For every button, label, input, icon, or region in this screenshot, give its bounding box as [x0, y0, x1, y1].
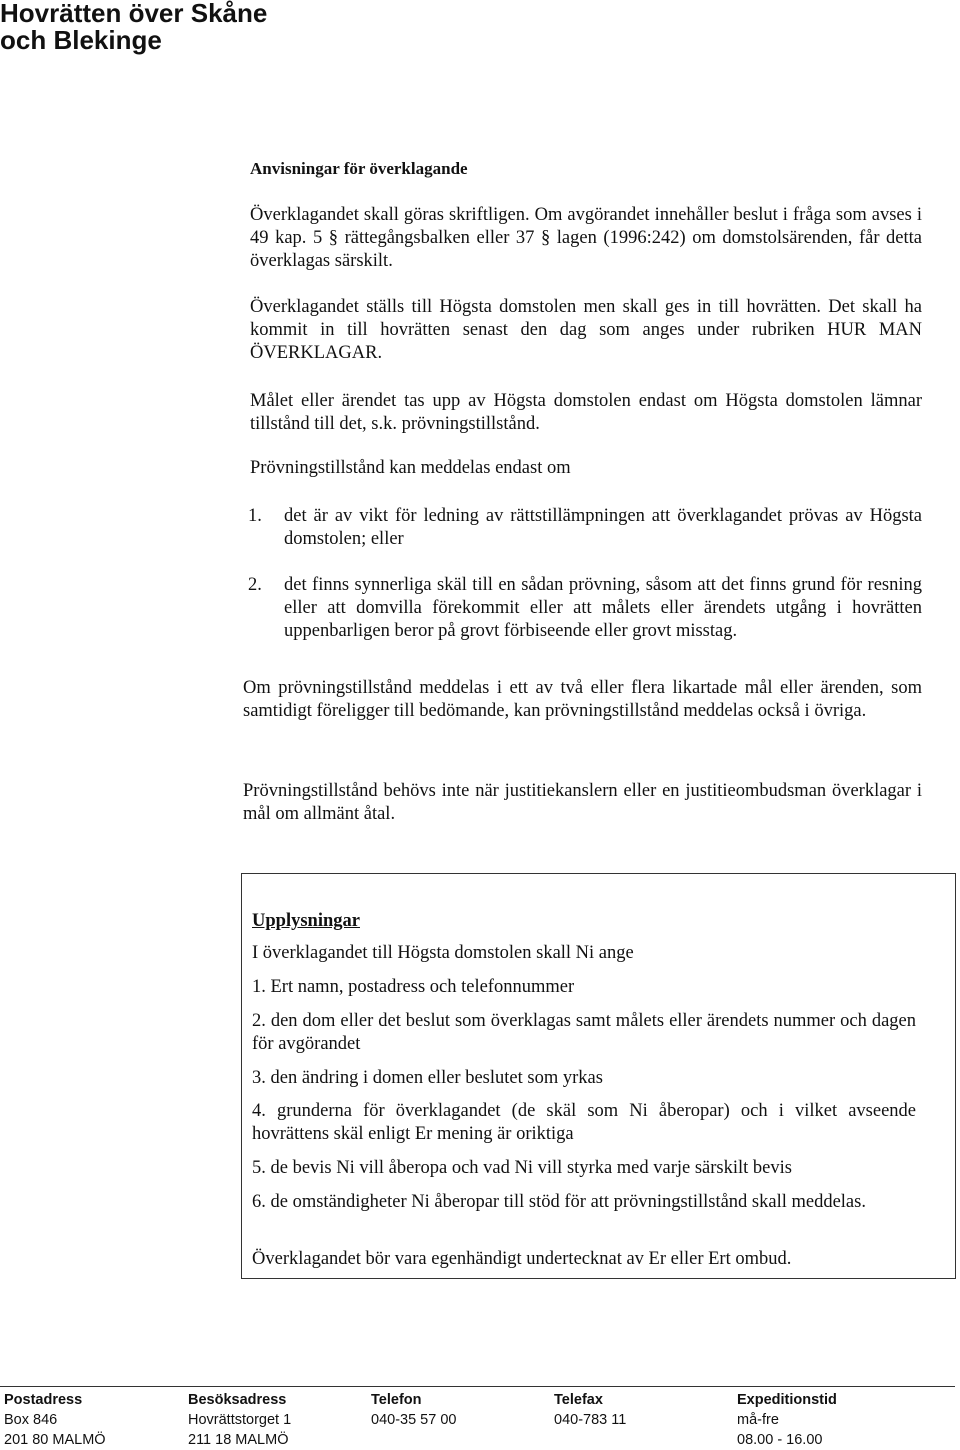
list-item-text: det finns synnerliga skäl till en sådan prövning, såsom att det finns grund för resning eller att domvilla förekommit eller att målets eller ärendets utgång i hovrätten uppenbarligen beror på grovt förbiseende eller grovt misstag. — [284, 575, 922, 641]
footer-office-hours — [737, 1390, 837, 1450]
footer-value: Box 846 — [4, 1412, 58, 1428]
court-name-line-2: och Blekinge — [0, 25, 162, 55]
information-box-item: 1. Ert namn, postadress och telefonnummer — [252, 977, 575, 997]
information-box-item: 6. de omständigheter Ni åberopar till stöd för att prövningstillstånd skall meddelas. — [252, 1192, 866, 1212]
instructions-heading: Anvisningar för överklagande — [250, 159, 468, 178]
court-name — [0, 0, 267, 54]
footer-fax — [554, 1390, 626, 1430]
footer-value: Hovrättstorget 1 — [188, 1412, 292, 1428]
footer-label: Expeditionstid — [737, 1392, 837, 1408]
paragraph-no-leave-needed: Prövningstillstånd behövs inte när justitiekanslern eller en justitieombudsman överklagar i mål om allmänt åtal. — [243, 781, 922, 824]
paragraph-leave-to-appeal: Målet eller ärendet tas upp av Högsta domstolen endast om Högsta domstolen lämnar tillstånd till det, s.k. prövningstillstånd. — [250, 391, 922, 434]
information-box-item: 3. den ändring i domen eller beslutet som yrkas — [252, 1068, 603, 1088]
paragraph-written-appeal: Överklagandet skall göras skriftligen. Om avgörandet innehåller beslut i fråga som avses i 49 kap. 5 § rättegångsbalken eller 37 § lagen (1996:242) om domstolsärenden, får detta överklagas särskilt. — [250, 205, 922, 271]
footer-divider — [0, 1386, 955, 1387]
footer-value: 211 18 MALMÖ — [188, 1432, 289, 1448]
footer-telephone — [371, 1390, 456, 1430]
footer-label: Postadress — [4, 1392, 83, 1408]
information-box-intro: I överklagandet till Högsta domstolen skall Ni ange — [252, 943, 634, 963]
list-item-text: det är av vikt för ledning av rättstillämpningen att överklagandet prövas av Högsta domstolen; eller — [284, 506, 922, 549]
footer-label: Besöksadress — [188, 1392, 287, 1408]
information-box-item: 2. den dom eller det beslut som överklagas samt målets eller ärendets nummer och dagen för avgörandet — [252, 1011, 916, 1054]
footer-value: 040-35 57 00 — [371, 1412, 457, 1428]
paragraph-leave-conditions: Prövningstillstånd kan meddelas endast om — [250, 458, 571, 478]
footer-value: 201 80 MALMÖ — [4, 1432, 106, 1448]
information-box-closing: Överklagandet bör vara egenhändigt undertecknat av Er eller Ert ombud. — [252, 1249, 792, 1269]
paragraph-similar-cases: Om prövningstillstånd meddelas i ett av två eller flera likartade mål eller ärenden, som samtidigt föreligger till bedömande, kan prövningstillstånd meddelas också i övriga. — [243, 678, 922, 721]
information-box-heading: Upplysningar — [252, 911, 360, 931]
footer-value: 040-783 11 — [554, 1412, 627, 1428]
list-item-number: 2. — [248, 575, 262, 595]
footer-value: må-fre — [737, 1412, 779, 1428]
footer-label: Telefon — [371, 1392, 422, 1408]
court-name-line-1: Hovrätten över Skåne — [0, 0, 268, 28]
information-box-item: 5. de bevis Ni vill åberopa och vad Ni vill styrka med varje särskilt bevis — [252, 1158, 792, 1178]
list-item-number: 1. — [248, 506, 262, 526]
footer-visiting-address — [188, 1390, 291, 1450]
paragraph-where-to-file: Överklagandet ställs till Högsta domstolen men skall ges in till hovrätten. Det skall ha kommit in till hovrätten senast den dag som anges under rubriken HUR MAN ÖVERKLAGAR. — [250, 297, 922, 363]
footer-value: 08.00 - 16.00 — [737, 1432, 823, 1448]
footer-postal-address — [4, 1390, 106, 1450]
information-box-item: 4. grunderna för överklagandet (de skäl som Ni åberopar) och i vilket avseende hovrättens skäl enligt Er mening är oriktiga — [252, 1101, 916, 1144]
footer-label: Telefax — [554, 1392, 603, 1408]
